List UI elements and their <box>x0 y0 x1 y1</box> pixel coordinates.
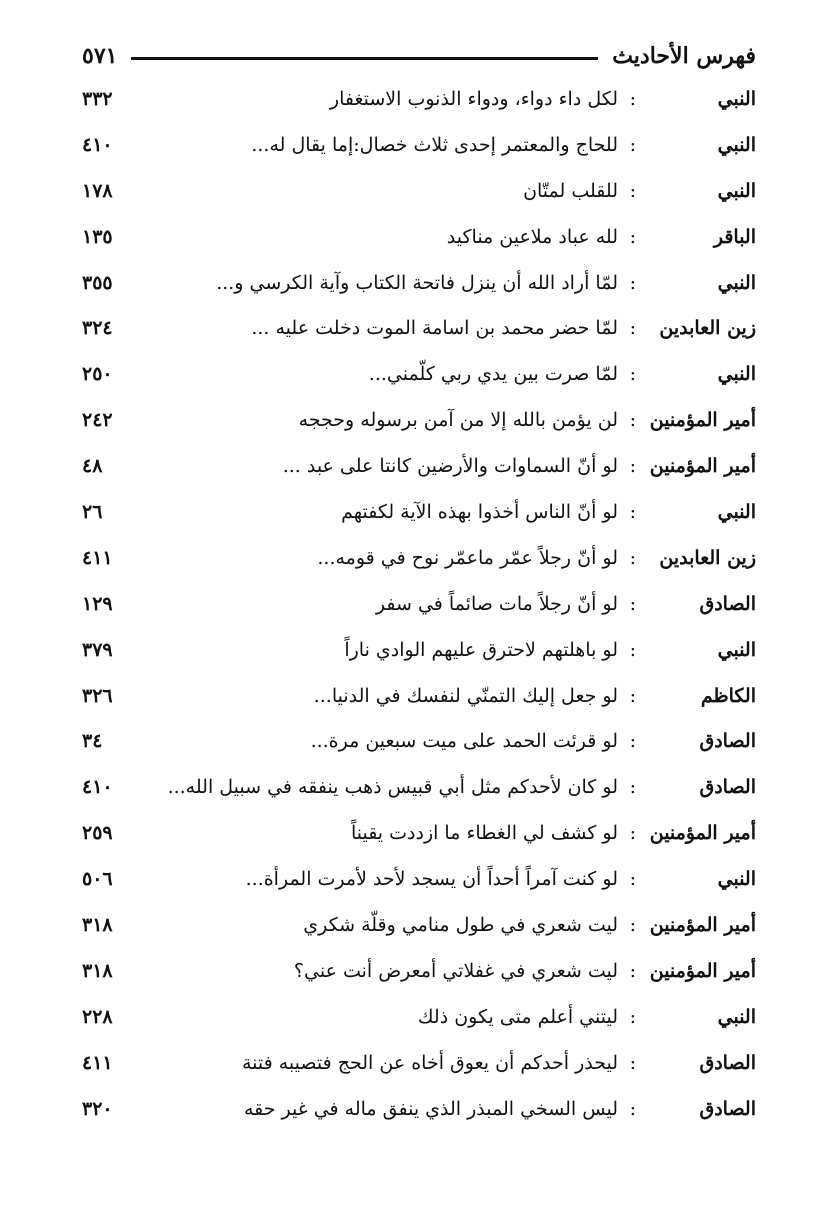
separator-colon: : <box>629 684 636 707</box>
index-row <box>82 311 756 357</box>
hadith-text: لو أنّ السماوات والأرضين كانتا على عبد ... <box>282 455 618 478</box>
narrator: الصادق <box>699 1097 756 1120</box>
narrator: الصادق <box>699 592 756 615</box>
narrator: أمير المؤمنين <box>649 822 756 845</box>
hadith-text: لو كشف لي الغطاء ما ازددت يقيناً <box>350 822 618 845</box>
index-row <box>82 449 756 495</box>
index-row <box>82 770 756 816</box>
narrator: أمير المؤمنين <box>649 959 756 982</box>
index-row <box>82 954 756 1000</box>
separator-colon: : <box>629 730 636 753</box>
hadith-text: لمّا صرت بين يدي ربي كلّمني... <box>368 363 618 386</box>
hadith-text: لو أنّ رجلاً عمّر ماعمّر نوح في قومه... <box>317 546 618 569</box>
page-ref: ٤١١ <box>82 1051 113 1074</box>
hadith-text: لو كنت آمراً أحداً أن يسجد لأحد لأمرت المرأة... <box>245 868 618 891</box>
page-ref: ٣١٨ <box>82 914 113 937</box>
narrator: الصادق <box>699 776 756 799</box>
separator-colon: : <box>629 822 636 845</box>
narrator: أمير المؤمنين <box>649 455 756 478</box>
narrator: النبي <box>717 868 756 891</box>
narrator: زين العابدين <box>659 546 756 569</box>
narrator: النبي <box>717 133 756 156</box>
page-ref: ٣٥٥ <box>82 271 113 294</box>
narrator: أمير المؤمنين <box>649 409 756 432</box>
page-ref: ٤١٠ <box>82 133 113 156</box>
index-row <box>82 174 756 220</box>
separator-colon: : <box>629 914 636 937</box>
separator-colon: : <box>629 455 636 478</box>
hadith-text: لو قرئت الحمد على ميت سبعين مرة... <box>310 730 618 753</box>
separator-colon: : <box>629 959 636 982</box>
index-row <box>82 633 756 679</box>
page-ref: ٣٢٦ <box>82 684 113 707</box>
narrator: الصادق <box>699 730 756 753</box>
index-row <box>82 82 756 128</box>
hadith-text: ليتني أعلم متى يكون ذلك <box>417 1005 618 1028</box>
index-row <box>82 128 756 174</box>
narrator: الباقر <box>713 225 756 248</box>
hadith-text: لله عباد ملاعين مناكيد <box>446 225 618 248</box>
index-row <box>82 724 756 770</box>
index-row <box>82 266 756 312</box>
index-row <box>82 357 756 403</box>
hadith-index-list <box>82 82 756 1137</box>
index-row <box>82 816 756 862</box>
index-row <box>82 220 756 266</box>
separator-colon: : <box>629 133 636 156</box>
page-ref: ٢٤٢ <box>82 409 113 432</box>
page-number: ٥٧١ <box>82 43 118 69</box>
page-ref: ٣٢٠ <box>82 1097 113 1120</box>
page-ref: ٢٥٩ <box>82 822 113 845</box>
hadith-text: لو باهلتهم لاحترق عليهم الوادي ناراً <box>344 638 618 661</box>
page-ref: ٣٢٤ <box>82 317 113 340</box>
separator-colon: : <box>629 317 636 340</box>
separator-colon: : <box>629 88 636 110</box>
separator-colon: : <box>629 638 636 661</box>
separator-colon: : <box>629 409 636 432</box>
separator-colon: : <box>629 546 636 569</box>
page-ref: ٢٢٨ <box>82 1005 113 1028</box>
hadith-text: لو أنّ رجلاً مات صائماً في سفر <box>375 592 618 615</box>
index-row <box>82 908 756 954</box>
hadith-text: للحاج والمعتمر إحدى ثلاث خصال:إما يقال له... <box>251 133 618 156</box>
separator-colon: : <box>629 179 636 202</box>
separator-colon: : <box>629 501 636 524</box>
narrator: النبي <box>717 638 756 661</box>
separator-colon: : <box>629 1097 636 1120</box>
narrator: النبي <box>717 88 756 110</box>
page-ref: ١٣٥ <box>82 225 113 248</box>
index-row <box>82 862 756 908</box>
narrator: النبي <box>717 179 756 202</box>
header-rule <box>131 57 598 60</box>
index-row <box>82 1092 756 1138</box>
hadith-text: لن يؤمن بالله إلا من آمن برسوله وحججه <box>298 409 618 432</box>
narrator: الصادق <box>699 1051 756 1074</box>
separator-colon: : <box>629 1051 636 1074</box>
narrator: النبي <box>717 363 756 386</box>
index-row <box>82 1000 756 1046</box>
hadith-text: لكل داء دواء، ودواء الذنوب الاستغفار <box>329 88 618 110</box>
page-header <box>82 36 756 76</box>
hadith-text: لمّا حضر محمد بن اسامة الموت دخلت عليه ... <box>251 317 618 340</box>
page-ref: ٣٣٢ <box>82 88 113 110</box>
separator-colon: : <box>629 271 636 294</box>
hadith-text: لو كان لأحدكم مثل أبي قبيس ذهب ينفقه في سبيل الله... <box>167 776 618 799</box>
page-ref: ٢٥٠ <box>82 363 113 386</box>
narrator: النبي <box>717 271 756 294</box>
index-row <box>82 1046 756 1092</box>
hadith-text: ليت شعري في غفلاتي أمعرض أنت عني؟ <box>293 959 618 982</box>
separator-colon: : <box>629 1005 636 1028</box>
page-ref: ١٧٨ <box>82 179 113 202</box>
page-ref: ٣٧٩ <box>82 638 113 661</box>
separator-colon: : <box>629 776 636 799</box>
narrator: النبي <box>717 501 756 524</box>
hadith-text: ليحذر أحدكم أن يعوق أخاه عن الحج فتصيبه فتنة <box>241 1051 618 1074</box>
index-row <box>82 679 756 725</box>
page-ref: ٣١٨ <box>82 959 113 982</box>
hadith-text: لو أنّ الناس أخذوا بهذه الآية لكفتهم <box>341 501 618 524</box>
page-title: فهرس الأحاديث <box>612 43 756 69</box>
hadith-text: لو جعل إليك التمنّي لنفسك في الدنيا... <box>313 684 618 707</box>
separator-colon: : <box>629 592 636 615</box>
page-ref: ٤١١ <box>82 546 113 569</box>
index-row <box>82 541 756 587</box>
separator-colon: : <box>629 868 636 891</box>
narrator: أمير المؤمنين <box>649 914 756 937</box>
page-ref: ٣٤ <box>82 730 103 753</box>
index-row <box>82 587 756 633</box>
narrator: الكاظم <box>700 684 756 707</box>
hadith-text: للقلب لمتّان <box>523 179 618 202</box>
index-row <box>82 403 756 449</box>
page-ref: ٢٦ <box>82 501 103 524</box>
narrator: النبي <box>717 1005 756 1028</box>
page-ref: ٥٠٦ <box>82 868 113 891</box>
separator-colon: : <box>629 225 636 248</box>
hadith-text: ليت شعري في طول منامي وقلّة شكري <box>303 914 618 937</box>
narrator: زين العابدين <box>659 317 756 340</box>
page-ref: ٤٨ <box>82 455 103 478</box>
hadith-text: ليس السخي المبذر الذي ينفق ماله في غير حقه <box>243 1097 618 1120</box>
hadith-text: لمّا أراد الله أن ينزل فاتحة الكتاب وآية الكرسي و... <box>216 271 618 294</box>
index-row <box>82 495 756 541</box>
page-ref: ١٢٩ <box>82 592 113 615</box>
page-ref: ٤١٠ <box>82 776 113 799</box>
separator-colon: : <box>629 363 636 386</box>
